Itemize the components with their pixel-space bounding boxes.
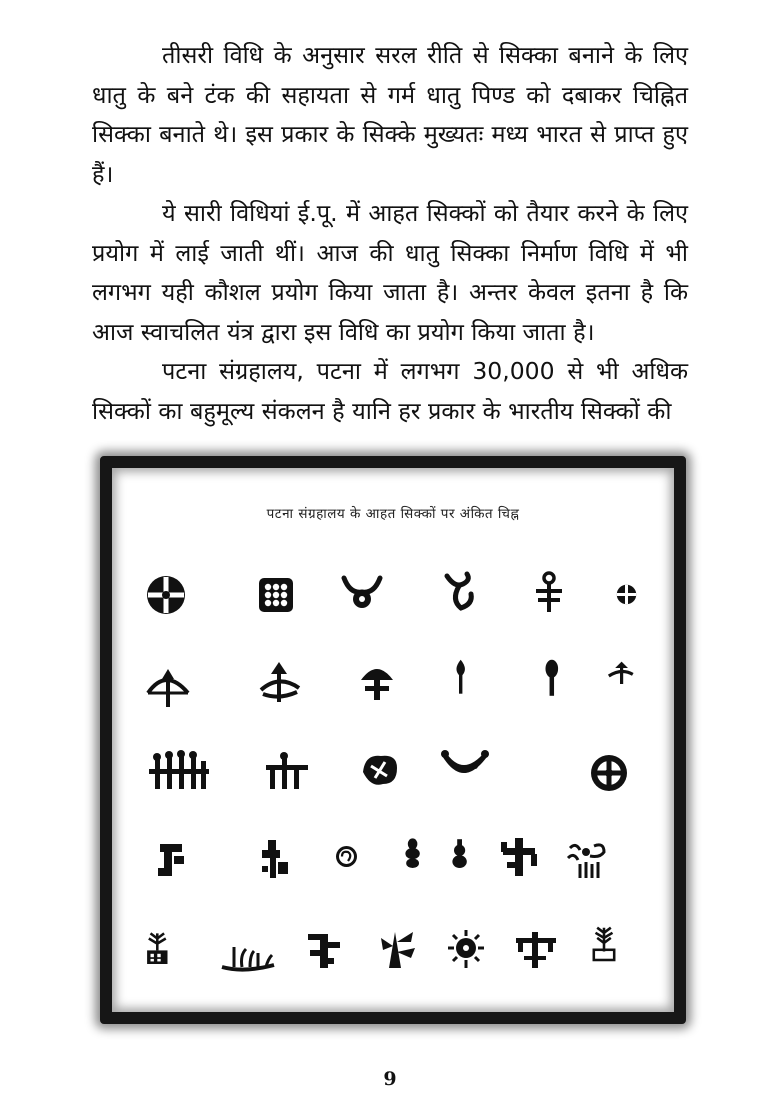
small-arrow-symbol — [604, 660, 639, 695]
hare-symbol — [150, 838, 194, 882]
page-number: 9 — [383, 1068, 397, 1090]
trident-tree-symbol — [512, 928, 556, 972]
bow-arrow-boat-symbol — [257, 660, 301, 704]
punch-mark-symbols-figure — [100, 456, 686, 1024]
human-figures-group-symbol — [147, 751, 209, 795]
hook-crescent-symbol — [437, 570, 481, 614]
figure-caption: पटना संग्रहालय के आहत सिक्कों पर अंकित चिह्न — [266, 506, 520, 522]
frog-symbol — [302, 928, 346, 972]
gourd-small-symbol — [442, 836, 477, 871]
hills-symbol — [220, 933, 282, 977]
taurine-symbol — [340, 570, 384, 614]
body-text — [92, 36, 688, 431]
tree-railing-symbol — [142, 930, 179, 967]
paragraph-1: तीसरी विधि के अनुसार सरल रीति से सिक्का बनाने के लिए धातु के बने टंक की सहायता से गर्म धातु पिण्ड को दबाकर चिह्नित सिक्का बनाते थे। इस प्रकार के सिक्के मुख्यतः मध्य भारत से प्राप्त हुए हैं। — [92, 41, 688, 188]
small-circle-cross-symbol — [610, 578, 643, 611]
paragraph-2: ये सारी विधियां ई.पू. में आहत सिक्कों को तैयार करने के लिए प्रयोग में लाई जाती थीं। आज की धातु सिक्का निर्माण विधि में भी लगभग यही कौशल प्रयोग किया जाता है। अन्तर केवल इतना है कि आज स्वाचलित यंत्र द्वारा इस विधि का प्रयोग किया जाता है। — [92, 199, 688, 346]
bow-arrow-symbol — [144, 663, 188, 707]
gourd-symbol — [395, 836, 430, 871]
branch-symbol — [377, 928, 421, 972]
circle-spiral-symbol — [330, 840, 363, 873]
sun-figure-symbol — [444, 928, 488, 972]
crescent-chain-symbol — [437, 746, 499, 790]
nine-dot-square-symbol — [254, 573, 298, 617]
paragraph-3: पटना संग्रहालय, पटना में लगभग 30,000 से भी अधिक सिक्कों का बहुमूल्य संकलन है यानि हर प्रकार के भारतीय सिक्कों की — [92, 357, 688, 425]
tree-in-railing-symbol — [587, 926, 624, 963]
circle-cross-symbol — [144, 573, 188, 617]
wheel-symbol — [587, 751, 631, 795]
dancing-figure-symbol — [497, 836, 541, 880]
ankh-cross-symbol — [527, 570, 571, 614]
mushroom-tree-symbol — [355, 658, 399, 702]
peacock-symbol — [564, 838, 608, 882]
figure-standard-symbol — [252, 838, 296, 882]
symbol-grid — [112, 468, 674, 1012]
animal-blob-symbol — [357, 748, 401, 792]
spoon-staff-symbol — [532, 658, 572, 698]
leaf-staff-symbol — [442, 658, 479, 695]
trident-figures-symbol — [262, 751, 306, 795]
